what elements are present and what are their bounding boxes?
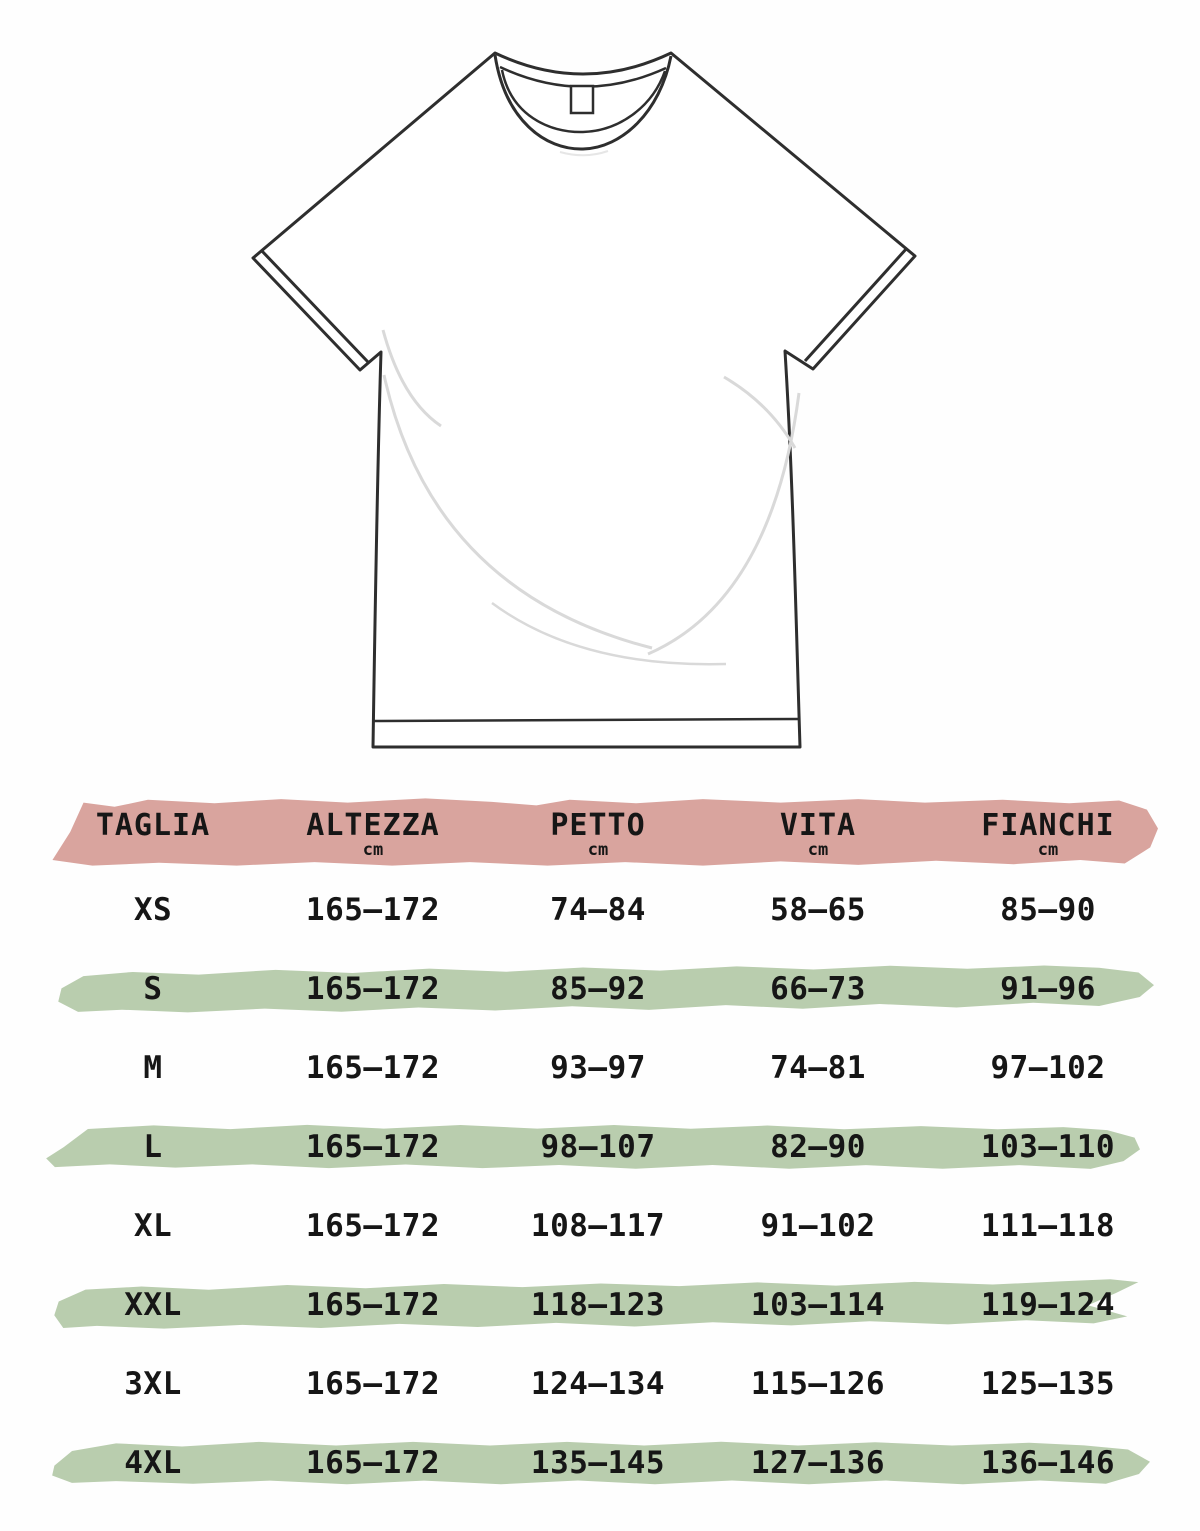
size-table bbox=[0, 797, 1200, 1502]
table-row bbox=[0, 1028, 1200, 1107]
cell-vita: 58–65 bbox=[770, 891, 866, 928]
header-cell-taglia bbox=[58, 810, 248, 842]
cell-vita: 115–126 bbox=[750, 1365, 886, 1402]
table-header-row bbox=[0, 797, 1200, 867]
table-rows bbox=[0, 870, 1200, 1502]
header-label: VITA bbox=[779, 808, 857, 843]
cell-size: 4XL bbox=[124, 1444, 182, 1481]
header-cell-vita bbox=[698, 810, 938, 858]
cell-size: M bbox=[143, 1049, 163, 1086]
cell-size: XXL bbox=[124, 1286, 182, 1323]
header-label: PETTO bbox=[550, 808, 646, 843]
cell-size: XL bbox=[133, 1207, 173, 1244]
table-row bbox=[0, 1107, 1200, 1186]
header-label: TAGLIA bbox=[95, 808, 211, 843]
cell-fianchi: 125–135 bbox=[980, 1365, 1116, 1402]
header-unit: cm bbox=[362, 840, 384, 860]
cell-vita: 91–102 bbox=[760, 1207, 876, 1244]
cell-petto: 85–92 bbox=[550, 970, 646, 1007]
cell-vita: 66–73 bbox=[770, 970, 866, 1007]
cell-fianchi: 136–146 bbox=[980, 1444, 1116, 1481]
cell-altezza: 165–172 bbox=[305, 1207, 441, 1244]
row-cells bbox=[0, 1344, 1200, 1423]
cell-fianchi: 91–96 bbox=[1000, 970, 1096, 1007]
cell-vita: 103–114 bbox=[750, 1286, 886, 1323]
header-cell-altezza bbox=[248, 810, 498, 858]
cell-size: XS bbox=[133, 891, 173, 928]
cell-petto: 98–107 bbox=[540, 1128, 656, 1165]
row-cells bbox=[0, 870, 1200, 949]
cell-size: S bbox=[143, 970, 163, 1007]
row-cells bbox=[0, 1107, 1200, 1186]
cell-vita: 82–90 bbox=[770, 1128, 866, 1165]
table-row bbox=[0, 1186, 1200, 1265]
row-cells bbox=[0, 1028, 1200, 1107]
row-cells bbox=[0, 1186, 1200, 1265]
cell-altezza: 165–172 bbox=[305, 970, 441, 1007]
cell-petto: 108–117 bbox=[530, 1207, 666, 1244]
table-row bbox=[0, 1344, 1200, 1423]
cell-fianchi: 111–118 bbox=[980, 1207, 1116, 1244]
cell-petto: 118–123 bbox=[530, 1286, 666, 1323]
cell-petto: 124–134 bbox=[530, 1365, 666, 1402]
cell-petto: 93–97 bbox=[550, 1049, 646, 1086]
header-unit: cm bbox=[807, 840, 829, 860]
cell-petto: 135–145 bbox=[530, 1444, 666, 1481]
header-label: ALTEZZA bbox=[306, 808, 440, 843]
cell-altezza: 165–172 bbox=[305, 891, 441, 928]
cell-vita: 74–81 bbox=[770, 1049, 866, 1086]
table-row bbox=[0, 1265, 1200, 1344]
header-unit: cm bbox=[1037, 840, 1059, 860]
row-cells bbox=[0, 1265, 1200, 1344]
header-cell-fianchi bbox=[938, 810, 1158, 858]
row-cells bbox=[0, 949, 1200, 1028]
cell-altezza: 165–172 bbox=[305, 1049, 441, 1086]
table-row bbox=[0, 1423, 1200, 1502]
cell-size: L bbox=[143, 1128, 163, 1165]
cell-altezza: 165–172 bbox=[305, 1444, 441, 1481]
cell-petto: 74–84 bbox=[550, 891, 646, 928]
tshirt-body-outline bbox=[253, 53, 915, 747]
cell-altezza: 165–172 bbox=[305, 1286, 441, 1323]
cell-size: 3XL bbox=[124, 1365, 182, 1402]
cell-altezza: 165–172 bbox=[305, 1128, 441, 1165]
header-cell-petto bbox=[498, 810, 698, 858]
row-cells bbox=[0, 1423, 1200, 1502]
cell-fianchi: 103–110 bbox=[980, 1128, 1116, 1165]
table-row bbox=[0, 949, 1200, 1028]
cell-vita: 127–136 bbox=[750, 1444, 886, 1481]
table-row bbox=[0, 870, 1200, 949]
cell-fianchi: 119–124 bbox=[980, 1286, 1116, 1323]
header-label: FIANCHI bbox=[981, 808, 1115, 843]
cell-fianchi: 85–90 bbox=[1000, 891, 1096, 928]
header-unit: cm bbox=[587, 840, 609, 860]
header-cells bbox=[0, 797, 1200, 880]
cell-altezza: 165–172 bbox=[305, 1365, 441, 1402]
cell-fianchi: 97–102 bbox=[990, 1049, 1106, 1086]
neck-label-tag bbox=[571, 86, 593, 113]
